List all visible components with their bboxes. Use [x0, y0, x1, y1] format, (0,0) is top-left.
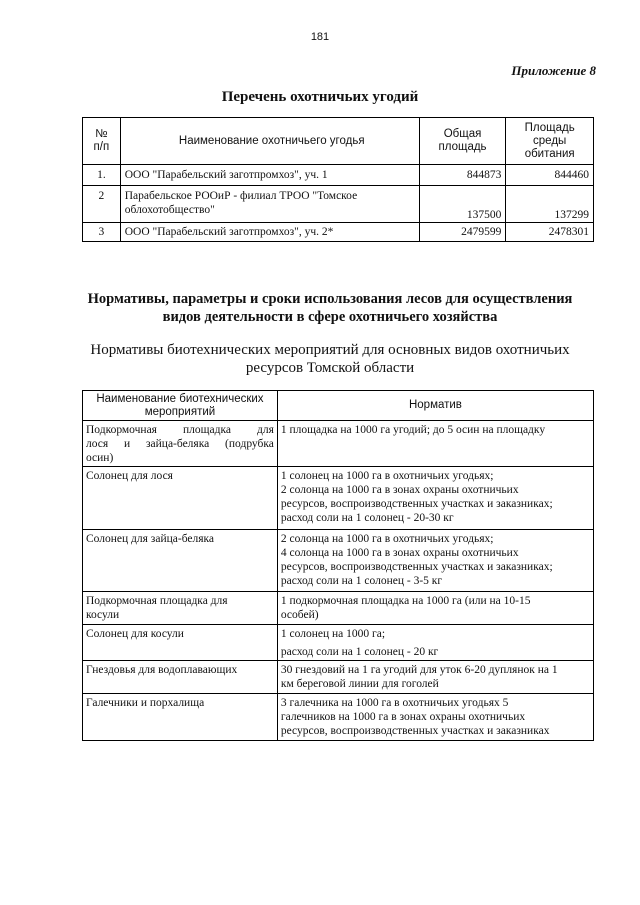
hunting-grounds-table — [82, 117, 594, 242]
table-row — [83, 694, 594, 741]
row-name: Парабельское РООиР - филиал ТРОО "Томское облохотобщество" — [120, 186, 419, 223]
table-row — [83, 625, 594, 661]
row-num: 2 — [83, 186, 121, 223]
table-row — [83, 467, 594, 530]
table-row — [83, 186, 594, 223]
table-header-row — [83, 391, 594, 421]
row-activity: Солонец для зайца-беляка — [83, 530, 278, 592]
table-row — [83, 165, 594, 186]
row-habitat: 2478301 — [506, 223, 594, 242]
row-area: 844873 — [419, 165, 506, 186]
row-activity: Галечники и порхалища — [83, 694, 278, 741]
row-habitat: 844460 — [506, 165, 594, 186]
table-row — [83, 530, 594, 592]
row-name: ООО "Парабельский заготпромхоз", уч. 1 — [120, 165, 419, 186]
row-activity: Подкормочная площадка для лося и зайца-беляка (подрубка осин) — [83, 421, 278, 467]
row-activity: Подкормочная площадка для косули — [83, 592, 278, 625]
row-habitat: 137299 — [506, 186, 594, 223]
row-num: 1. — [83, 165, 121, 186]
row-norm: 1 площадка на 1000 га угодий; до 5 осин на площадку — [277, 421, 593, 467]
row-activity: Солонец для лося — [83, 467, 278, 530]
row-num: 3 — [83, 223, 121, 242]
biotech-norms-table — [82, 390, 594, 741]
grounds-title: Перечень охотничьих угодий — [221, 89, 419, 105]
row-name: ООО "Парабельский заготпромхоз", уч. 2* — [120, 223, 419, 242]
table-header-row — [83, 118, 594, 165]
table-row — [83, 661, 594, 694]
row-area: 2479599 — [419, 223, 506, 242]
norms-subtitle: Нормативы биотехнических мероприятий для основных видов охотничьих ресурсов Томской области — [90, 342, 570, 376]
row-norm: 1 солонец на 1000 га в охотничьих угодьях; 2 солонца на 1000 га в зонах охраны охотничьих ресурсов, воспроизводственных участках и заказниках; расход соли на 1 солонец - 20-30 кг — [277, 467, 593, 530]
row-norm: 2 солонца на 1000 га в охотничьих угодьях; 4 солонца на 1000 га в зонах охраны охотничьих ресурсов, воспроизводственных участках и заказниках; расход соли на 1 солонец - 3-5 кг — [277, 530, 593, 592]
table-row — [83, 592, 594, 625]
header-habitat: Площадь среды обитания — [506, 118, 594, 165]
norms-section-title: Нормативы, параметры и сроки использования лесов для осуществления видов деятельности в сфере охотничьего хозяйства — [87, 291, 573, 325]
row-norm: 1 подкормочная площадка на 1000 га (или на 10-15 особей) — [277, 592, 593, 625]
row-activity: Гнездовья для водоплавающих — [83, 661, 278, 694]
row-norm: 30 гнездовий на 1 га угодий для уток 6-20 дуплянок на 1 км береговой линии для гоголей — [277, 661, 593, 694]
row-activity: Солонец для косули — [83, 625, 278, 661]
table-row — [83, 421, 594, 467]
table-row — [83, 223, 594, 242]
header-num: № п/п — [83, 118, 121, 165]
row-area: 137500 — [419, 186, 506, 223]
header-name: Наименование охотничьего угодья — [120, 118, 419, 165]
page-number: 181 — [310, 31, 330, 43]
header-norm: Норматив — [277, 391, 593, 421]
row-norm: 3 галечника на 1000 га в охотничьих угодьях 5 галечников на 1000 га в зонах охраны охотничьих ресурсов, воспроизводственных участках и заказниках — [277, 694, 593, 741]
header-area: Общая площадь — [419, 118, 506, 165]
header-activity: Наименование биотехнических мероприятий — [83, 391, 278, 421]
appendix-label: Приложение 8 — [511, 63, 596, 78]
row-norm: 1 солонец на 1000 га; расход соли на 1 солонец - 20 кг — [277, 625, 593, 661]
